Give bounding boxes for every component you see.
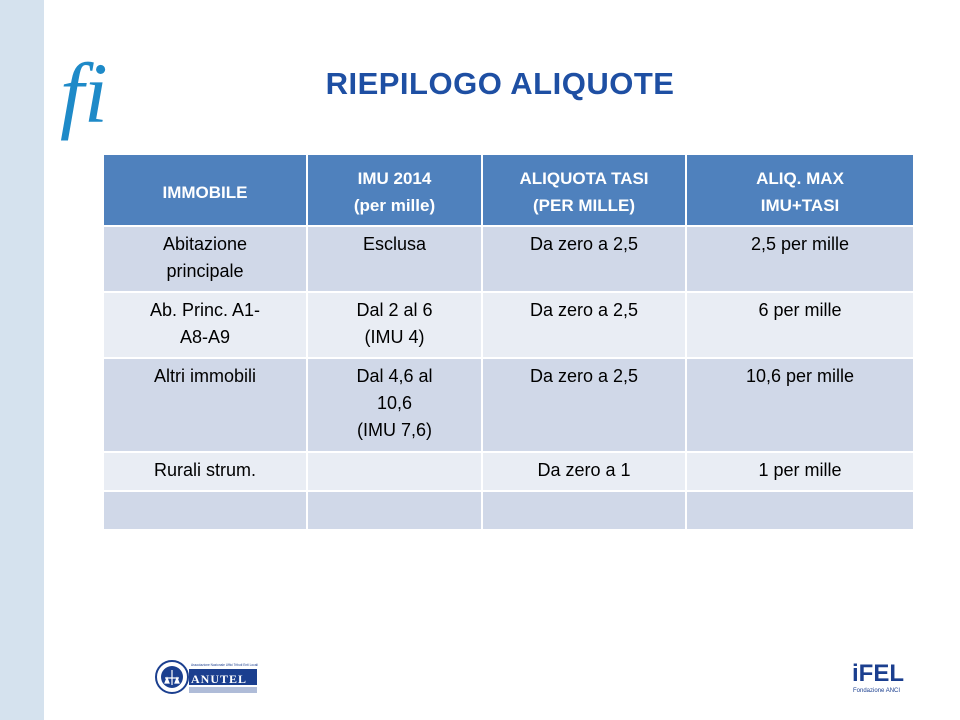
table-row (103, 452, 914, 491)
table-header-row (103, 154, 914, 226)
page-title: RIEPILOGO ALIQUOTE (325, 66, 675, 101)
ifel-wordmark: iFEL (852, 660, 904, 687)
table-cell: 2,5 per mille (686, 226, 914, 292)
table-cell: Abitazione principale (103, 226, 307, 292)
table-cell: Dal 2 al 6 (IMU 4) (307, 292, 482, 358)
header-aliq-max: ALIQ. MAX IMU+TASI (686, 154, 914, 226)
table-cell: Da zero a 2,5 (482, 358, 686, 452)
table-row (103, 292, 914, 358)
table-cell (307, 491, 482, 530)
table-cell: Esclusa (307, 226, 482, 292)
table-cell (307, 452, 482, 491)
header-aliquota-tasi: ALIQUOTA TASI (PER MILLE) (482, 154, 686, 226)
table-cell: Da zero a 2,5 (482, 226, 686, 292)
table-row (103, 226, 914, 292)
table-cell: Ab. Princ. A1- A8-A9 (103, 292, 307, 358)
rates-table (102, 153, 915, 531)
table-cell: Da zero a 2,5 (482, 292, 686, 358)
fi-logo (56, 44, 136, 141)
table-cell (686, 491, 914, 530)
anutel-wordmark: ANUTEL (191, 672, 248, 686)
table-row (103, 358, 914, 452)
table-cell: Altri immobili (103, 358, 307, 452)
table-cell: 10,6 per mille (686, 358, 914, 452)
table-row (103, 491, 914, 530)
table-cell: 1 per mille (686, 452, 914, 491)
table-cell (103, 491, 307, 530)
table-cell: 6 per mille (686, 292, 914, 358)
side-strip (0, 0, 44, 720)
ifel-caption: Fondazione ANCI (853, 688, 901, 694)
header-imu-2014: IMU 2014 (per mille) (307, 154, 482, 226)
header-immobile: IMMOBILE (103, 154, 307, 226)
table-cell: Rurali strum. (103, 452, 307, 491)
anutel-caption: Associazione Nazionale Uffici Tributi Enti Locali (191, 663, 258, 667)
table-cell: Da zero a 1 (482, 452, 686, 491)
table-cell (482, 491, 686, 530)
fi-logo-text: fi (60, 45, 108, 141)
ifel-logo (852, 657, 904, 697)
table-cell: Dal 4,6 al 10,6 (IMU 7,6) (307, 358, 482, 452)
